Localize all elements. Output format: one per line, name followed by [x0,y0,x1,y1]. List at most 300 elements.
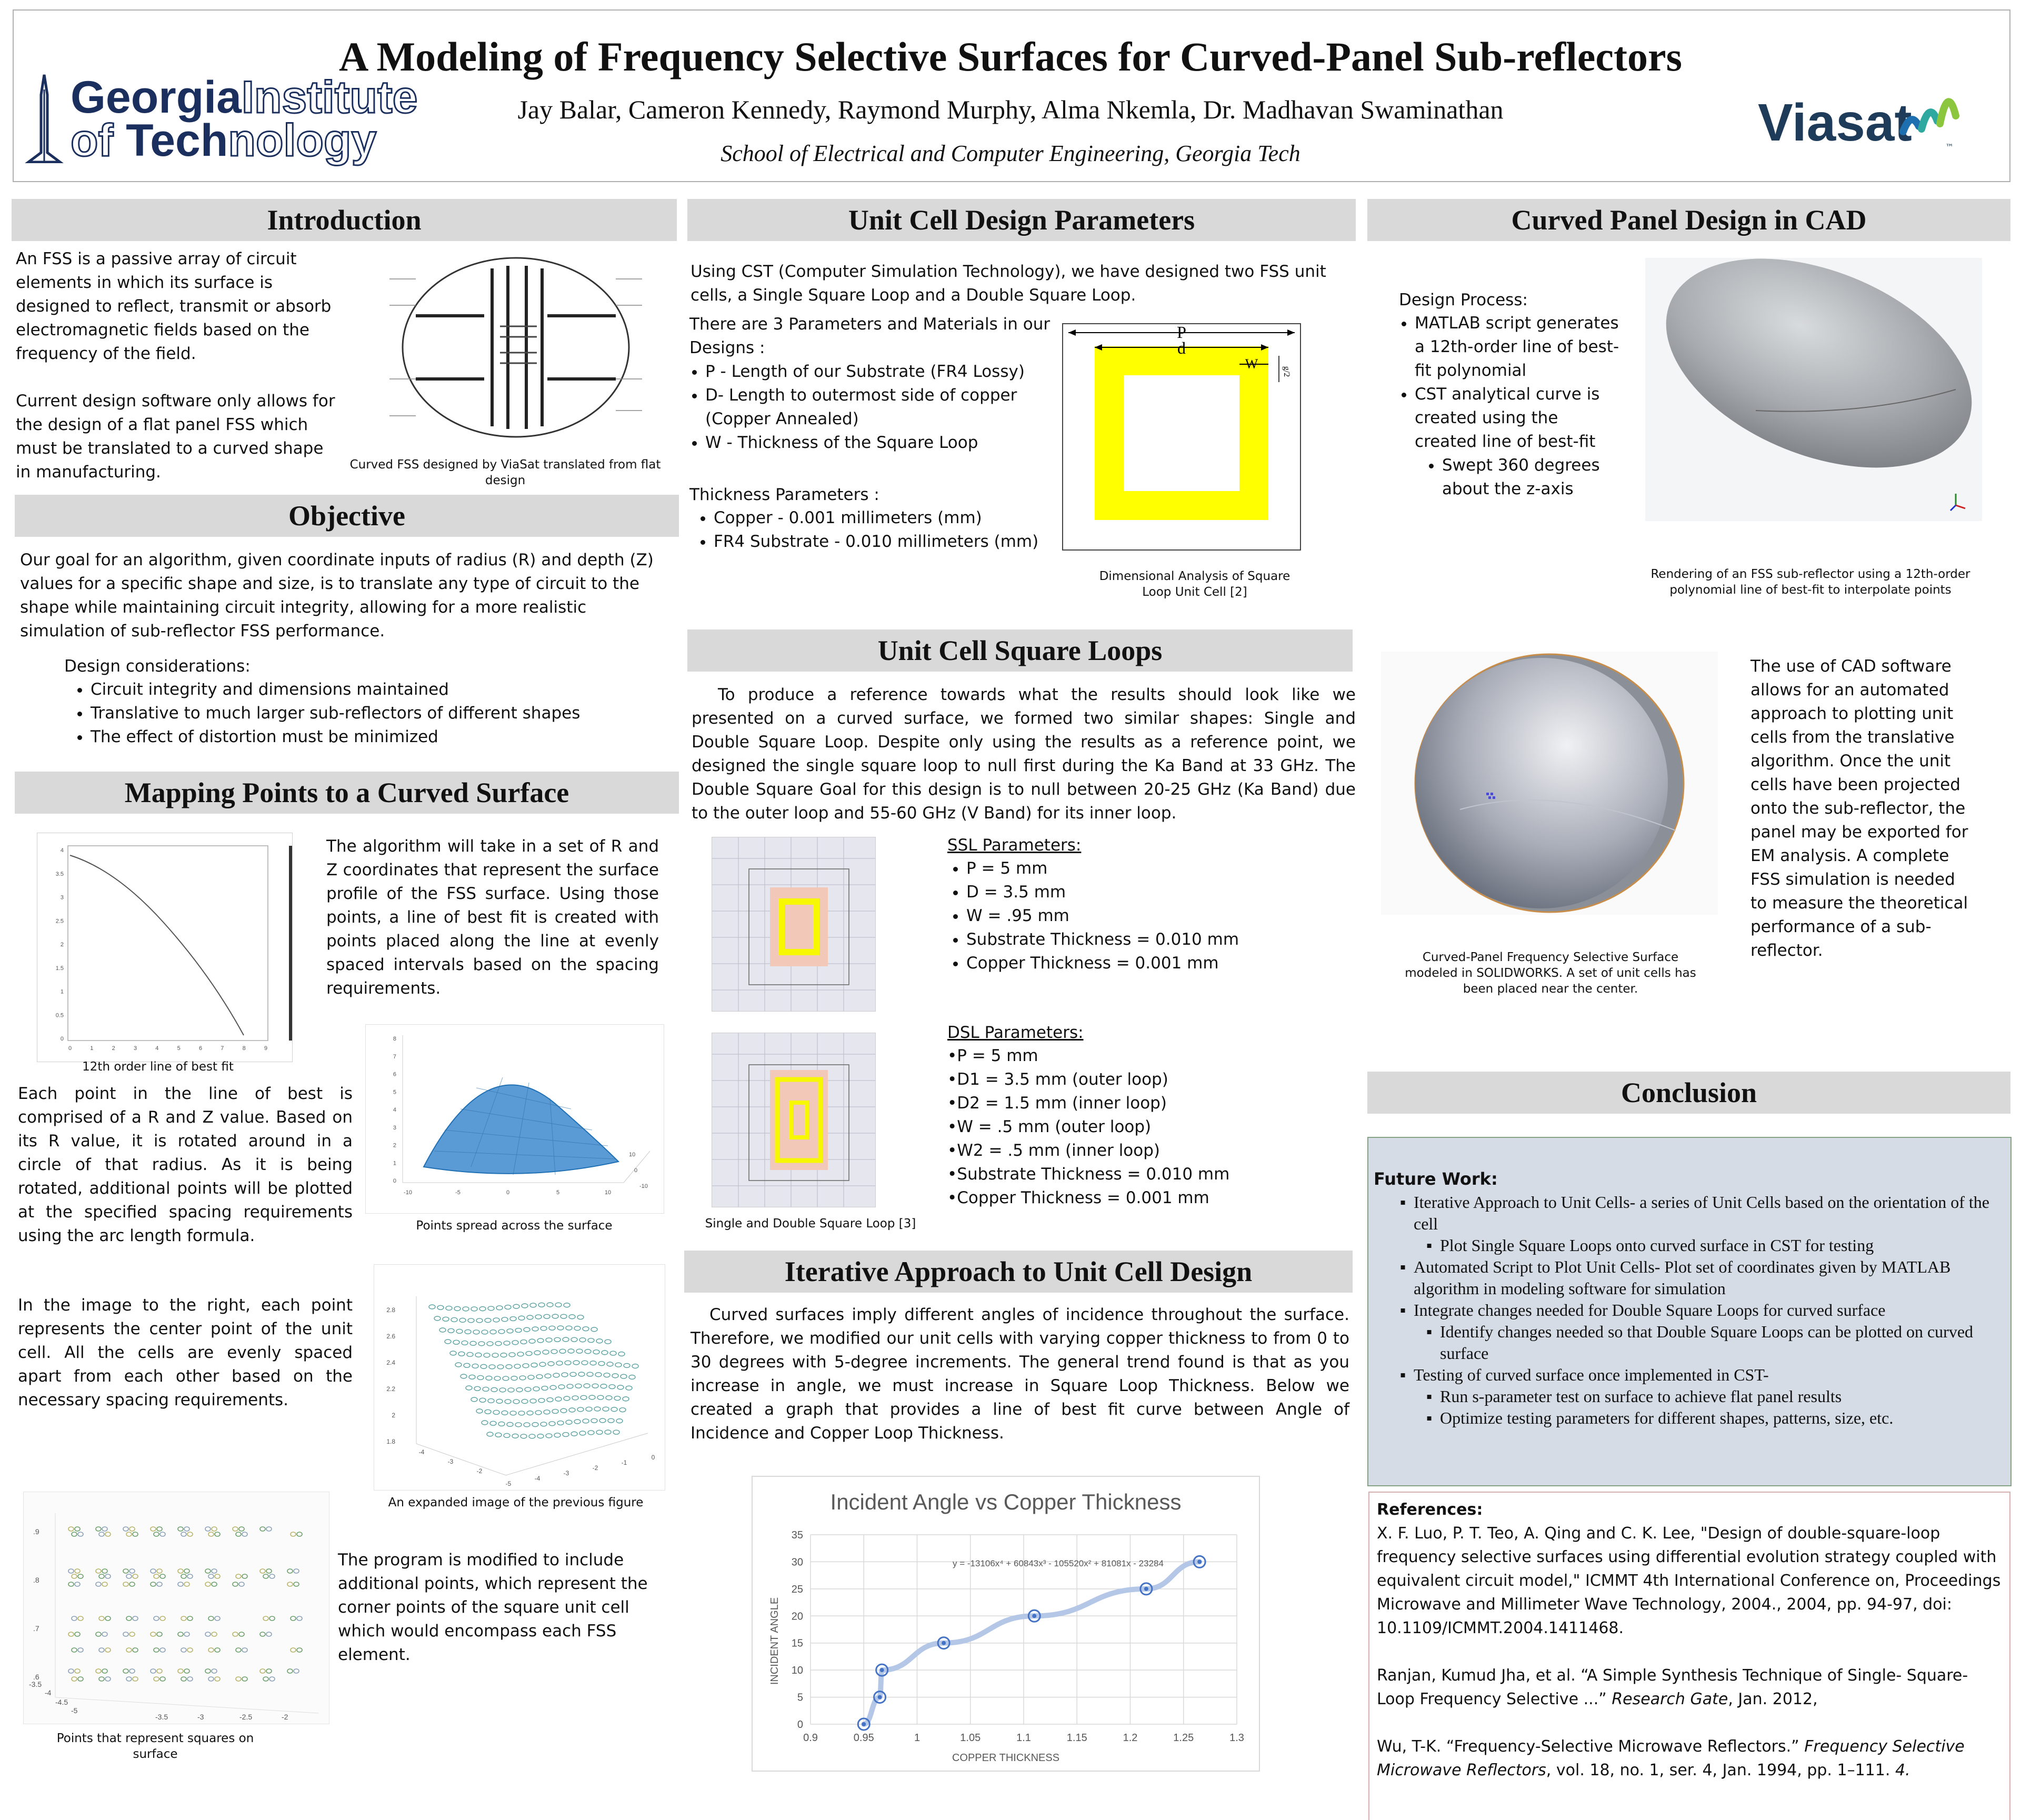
references-title: References: [1377,1501,1483,1519]
x-tick-label: 9 [264,1045,268,1052]
logo-text-georgia: Georgia [71,72,242,123]
corner-point [133,1532,138,1536]
cell-center-point [485,1318,491,1323]
y-tick-label: .9 [33,1527,39,1536]
x-tick-label: -3.5 [155,1713,168,1721]
cell-center-point [598,1362,605,1366]
corner-point [294,1582,299,1586]
future-work-item [1374,1256,2005,1299]
cell-center-point [535,1315,542,1319]
list-item: •P = 5 mm [947,1046,1038,1065]
cell-center-point [551,1349,557,1354]
reference-3-suffix: 4. [1895,1761,1910,1779]
logo-text-tech: Tech [126,115,228,166]
cell-center-point [557,1421,564,1425]
corner-point [72,1677,77,1681]
corner-point [212,1582,217,1586]
cell-center-point [605,1430,611,1434]
x-tick-label: 10 [604,1189,612,1196]
unit-cell-parameters-list [689,360,1058,455]
corner-point [151,1569,156,1573]
cell-center-point [563,1337,569,1342]
points-surface-plot [365,1024,664,1214]
corner-point [102,1527,107,1531]
y-tick-label: 2.5 [55,918,64,925]
cell-center-point [488,1398,494,1403]
cell-center-point [471,1307,477,1311]
cell-center-point [584,1384,590,1388]
corner-point [208,1677,214,1681]
cell-center-point [476,1409,483,1413]
cell-center-point [470,1341,476,1345]
cell-center-point [571,1432,577,1436]
cell-center-point [621,1374,627,1378]
chart-data-point-center [1144,1587,1148,1591]
corner-point [260,1569,265,1573]
cell-center-point [511,1376,517,1381]
cell-center-point [517,1352,524,1356]
cell-center-point [582,1361,588,1365]
corner-point [266,1669,272,1673]
solidworks-panel-render [1381,652,1718,915]
reference-3-details: , vol. 18, no. 1, ser. 4, Jan. 1994, pp. 1–111. [1546,1761,1890,1779]
square-points-caption: Points that represent squares on surface [56,1732,254,1761]
cell-center-point [596,1339,603,1343]
cell-center-point [443,1317,449,1321]
corner-point [297,1648,302,1652]
ssl-parameters-title: SSL Parameters: [947,836,1082,855]
y-tick-label: 2 [393,1142,396,1149]
corner-point [78,1648,83,1652]
list-item: •D2 = 1.5 mm (inner loop) [947,1094,1167,1113]
corner-point [239,1582,244,1586]
cell-center-point [459,1318,466,1322]
cell-center-point [524,1423,530,1427]
corner-point [102,1569,107,1573]
y-tick-label: 7 [393,1053,396,1060]
cell-center-point [562,1373,568,1377]
y-tick-label: 3.5 [55,871,64,877]
cell-center-point [561,1314,567,1318]
corner-point [126,1677,132,1681]
cell-center-point [632,1364,638,1368]
cell-center-point [510,1411,516,1415]
unit-cell-paragraph-2: There are 3 Parameters and Materials in our Designs : [689,315,1050,357]
corner-point [212,1669,217,1673]
corner-point [178,1569,183,1573]
corner-point [294,1569,299,1573]
cad-paragraph: The use of CAD software allows for an automated approach to plotting unit cells from the translative algorithm. Once the unit cells have been projected onto the sub-reflector, the panel may be exported for EM analysis. A complete FSS simulation is needed to measure the theoretical performance of a sub-reflector. [1750,657,1968,960]
y-tick-label: 8 [393,1036,396,1042]
cell-center-point [466,1386,472,1390]
dsl-model-image [712,1033,876,1207]
cell-center-point [515,1423,522,1427]
cell-center-point [542,1386,548,1391]
corner-point [68,1527,74,1531]
intro-figure-caption: Curved FSS designed by ViaSat translated from flat design [349,458,661,487]
corner-point [99,1648,104,1652]
cell-center-point [528,1375,534,1379]
corner-point [154,1616,159,1621]
cell-center-point [574,1419,581,1424]
corner-point [215,1574,220,1578]
list-item: • W - Thickness of the Square Loop [705,431,1058,455]
cell-center-point [601,1384,607,1388]
corner-point [242,1648,247,1652]
cell-center-point [550,1385,556,1389]
cell-center-point [453,1340,459,1344]
cell-center-point [486,1376,492,1380]
corner-point [184,1669,189,1673]
cell-center-point [488,1306,494,1311]
cell-center-point [450,1351,456,1355]
cell-center-point [618,1352,625,1356]
corner-point [151,1527,156,1531]
cell-center-point [565,1361,571,1365]
best-fit-plot [37,833,293,1062]
x-tick-label: -5 [505,1480,512,1487]
corner-point [263,1616,268,1621]
corner-point [68,1669,74,1673]
list-item: • FR4 Substrate - 0.010 millimeters (mm) [714,530,1068,554]
curved-fss-figure [379,247,653,447]
cell-center-point [579,1431,586,1435]
cell-center-point [552,1409,558,1414]
list-item: •Substrate Thickness = 0.010 mm [947,1165,1230,1184]
iterative-paragraph: Curved surfaces imply different angles of incidence throughout the surface. Therefore, we modified our unit cells with varying copper thickness to from 0 to 30 degrees with 5-degree increments. The general trend found is that as you increase in angle, we must increase in Square Loop Thickness. Below we created a graph that provides a line of best fit curve between Angle of Incidence and Copper Loop Thickness. [691,1305,1349,1443]
cell-center-point [557,1326,564,1330]
square-bullet-icon: ▪ [1400,1365,1406,1384]
corner-point [99,1574,104,1578]
cell-center-point [543,1350,549,1354]
cell-center-point [514,1364,521,1368]
cell-center-point [629,1375,635,1379]
x-tick-label: -1 [621,1459,627,1466]
cell-center-point [533,1387,539,1391]
cell-center-point [499,1388,506,1392]
corner-point [78,1532,83,1536]
corner-point [236,1532,241,1536]
cell-center-point [472,1364,478,1368]
corner-point [260,1669,265,1673]
corner-point [123,1632,128,1636]
cell-center-point [526,1352,532,1356]
logo-text-of: of [71,115,126,166]
chart-x-tick: 1.2 [1123,1732,1138,1744]
chart-x-tick: 0.9 [803,1732,818,1744]
mapping-paragraph-3: In the image to the right, each point represents the center point of the unit cell. All the cells are evenly spaced apart from each other based on the necessary spacing requirements. [18,1296,353,1409]
corner-point [266,1527,272,1531]
x-tick-label: -2 [476,1467,483,1475]
cell-center-point [482,1330,488,1334]
corner-point [151,1669,156,1673]
cell-center-point [498,1422,505,1426]
cell-center-point [497,1365,504,1369]
corner-point [154,1532,159,1536]
y-tick-label: 3 [393,1124,396,1131]
square-loop-caption: Dimensional Analysis of Square Loop Unit Cell [2] [1099,569,1290,599]
chart-x-tick: 1.15 [1066,1732,1087,1744]
cell-center-point [510,1317,516,1321]
corner-point [287,1669,293,1673]
cell-center-point [586,1407,592,1411]
x-tick-label: 2 [112,1045,115,1052]
corner-point [263,1677,268,1681]
cell-center-point [434,1316,441,1321]
chart-y-tick: 5 [797,1692,803,1704]
corner-point [99,1616,104,1621]
cell-center-point [504,1341,510,1345]
x-tick-label: -4 [45,1688,52,1697]
cell-center-point [471,1397,477,1402]
cell-center-point [541,1422,547,1426]
cell-center-point [487,1432,493,1436]
corner-point [260,1527,265,1531]
dsl-parameters-list [947,1044,1316,1210]
corner-point [129,1632,135,1636]
y-tick-label: 1 [393,1160,396,1167]
corner-point [105,1648,111,1652]
corner-point [96,1669,101,1673]
cell-center-point [577,1407,584,1412]
cell-center-point [505,1305,511,1309]
chart-x-tick: 1.3 [1229,1732,1244,1744]
cell-center-point [578,1372,585,1376]
cell-center-point [464,1363,470,1367]
cell-center-point [484,1353,490,1357]
cell-center-point [529,1339,535,1343]
cell-center-point [535,1411,542,1415]
cell-center-point [538,1398,545,1403]
x-tick-label: 0 [68,1045,72,1052]
corner-point [151,1632,156,1636]
corner-point [205,1569,211,1573]
reference-1: X. F. Luo, P. T. Teo, A. Qing and C. K. Lee, "Design of double-square-loop frequency selective surfaces using differential evolution strategy coupled with equivalent circuit model," ICMMT 4th International Conference on, Proceedings Microwave and Millimeter Wave Technology, 2004., 2004, pp. 94-97, doi: 10.1109/ICMMT.2004.1411468. [1377,1524,2001,1637]
cell-center-point [521,1340,527,1344]
corner-point [160,1574,165,1578]
future-work-item [1374,1192,2005,1235]
list-item: •Copper Thickness = 0.001 mm [947,1188,1209,1207]
list-item: • Copper Thickness = 0.001 mm [966,952,1316,975]
corner-point [178,1669,183,1673]
corner-point [269,1677,275,1681]
corner-point [184,1569,189,1573]
axis-triad-icon [1950,494,1965,511]
diagram-label-d: d [1177,338,1186,357]
cell-center-point [448,1328,454,1333]
x-tick-label: -3 [563,1469,569,1477]
thickness-list [689,506,1068,554]
y-tick-label: 4 [393,1107,396,1113]
cell-center-point [610,1351,616,1355]
list-item: • CST analytical curve is created using the created line of best-fit [1415,383,1620,454]
cell-center-point [575,1384,582,1388]
cell-center-point [530,1399,536,1403]
corner-point [236,1648,241,1652]
cell-center-point [495,1342,502,1346]
cell-center-point [492,1353,498,1357]
cell-center-point [570,1372,576,1376]
cell-center-point [552,1314,558,1318]
cell-center-point [485,1409,491,1414]
cell-center-point [474,1386,481,1391]
corner-point [184,1527,189,1531]
corner-point [266,1632,272,1636]
corner-point [72,1648,77,1652]
cell-center-point [439,1328,446,1332]
future-work-item [1374,1407,2005,1429]
cell-center-point [527,1411,533,1415]
cell-center-point [614,1396,621,1401]
square-bullet-icon: ▪ [1400,1257,1406,1276]
cell-center-point [537,1434,544,1438]
corner-point [291,1532,296,1536]
cell-center-point [505,1399,511,1404]
corner-point [297,1616,302,1621]
corner-point [178,1632,183,1636]
cell-center-point [519,1376,526,1380]
corner-point [133,1677,138,1681]
cell-center-point [597,1395,604,1399]
corner-point [239,1632,244,1636]
x-tick-label: 4 [155,1045,159,1052]
z-tick-label: -10 [639,1183,648,1189]
corner-point [160,1648,165,1652]
list-item: •W2 = .5 mm (inner loop) [947,1141,1160,1160]
corner-point [269,1616,275,1621]
cell-center-point [545,1374,551,1378]
future-work-item [1374,1321,2005,1364]
x-tick-label: 3 [133,1045,137,1052]
corner-point [96,1632,101,1636]
corner-point [291,1616,296,1621]
corner-point [178,1582,183,1586]
x-tick-label: 1 [90,1045,94,1052]
cell-center-point [547,1303,553,1307]
poster-title: A Modeling of Frequency Selective Surfaces for Curved-Panel Sub-reflectors [339,34,1682,79]
cell-center-point [583,1327,589,1331]
corner-point [187,1648,193,1652]
cell-center-point [513,1304,519,1308]
chart-data-point-center [1197,1559,1202,1564]
corner-point [208,1574,214,1578]
corner-point [154,1574,159,1578]
cell-center-point [532,1423,538,1427]
cell-center-point [626,1386,632,1390]
viasat-logo [1758,74,1979,158]
corner-point [126,1532,132,1536]
cell-center-point [556,1361,563,1365]
x-tick-label: -5 [455,1189,461,1196]
corner-point [187,1677,193,1681]
corner-point [105,1574,111,1578]
z-tick-label: 0 [634,1167,638,1174]
x-tick-label: -4 [534,1475,541,1482]
corner-point [105,1677,111,1681]
corner-point [123,1669,128,1673]
corner-point [75,1582,80,1586]
diagram-label-p: P [1177,324,1186,342]
cell-center-point [579,1338,586,1342]
corner-point [157,1669,162,1673]
corner-point [157,1569,162,1573]
design-considerations-list [64,678,643,749]
corner-point [157,1527,162,1531]
cell-center-point [504,1433,510,1437]
corner-point [181,1574,186,1578]
cell-center-point [583,1419,589,1423]
cell-center-point [527,1315,533,1319]
y-tick-label: 1.8 [386,1438,395,1445]
reference-2-journal: Research Gate [1612,1690,1728,1708]
cell-center-point [491,1387,497,1392]
y-tick-label: 2.4 [386,1359,395,1366]
cell-center-point [569,1408,575,1412]
chart-y-tick: 30 [791,1556,803,1568]
cell-center-point [607,1362,613,1366]
cell-center-point [456,1329,463,1333]
cell-center-point [566,1326,572,1330]
cell-center-point [478,1342,485,1346]
corner-point [105,1616,111,1621]
corner-point [126,1616,132,1621]
corner-point [291,1648,296,1652]
cell-center-point [563,1433,569,1437]
fss-subreflector-render [1645,258,1982,521]
corner-point [129,1527,135,1531]
cell-center-point [617,1385,624,1389]
x-tick-label: -3.5 [29,1680,42,1688]
corner-point [160,1677,165,1681]
cell-center-point [502,1317,508,1322]
cell-center-point [611,1407,617,1412]
expanded-points-plot [374,1264,665,1491]
list-item: • P = 5 mm [966,857,1316,881]
chart-y-tick: 20 [791,1611,803,1623]
x-tick-label: -4.5 [55,1698,68,1706]
reference-3 [1377,1735,2004,1782]
cell-center-point [567,1384,573,1388]
cell-center-point [494,1376,501,1381]
cell-center-point [490,1330,496,1334]
cell-center-point [522,1304,528,1308]
cell-center-point [609,1385,615,1389]
corner-point [187,1532,193,1536]
list-item: • Circuit integrity and dimensions maintained [91,678,643,702]
chart-equation: y = -13106x⁴ + 60843x³ - 105520x² + 81081x - 23284 [953,1558,1164,1568]
corner-point [126,1648,132,1652]
cell-center-point [532,1327,538,1331]
cell-center-point [604,1373,610,1377]
corner-point [181,1648,186,1652]
x-tick-label: 0 [651,1454,655,1461]
corner-point [72,1532,77,1536]
corner-point [297,1532,302,1536]
future-work-item-text: Testing of curved surface once implemented in CST- [1414,1365,1769,1384]
corner-point [215,1677,220,1681]
tower-icon [23,74,65,163]
corner-point [129,1582,135,1586]
chart-x-tick: 1.1 [1016,1732,1031,1744]
chart-data-point-center [862,1722,866,1726]
cell-center-point [493,1410,499,1414]
list-item: • Copper - 0.001 millimeters (mm) [714,506,1068,530]
future-work-item-text: Plot Single Square Loops onto curved surface in CST for testing [1440,1236,1874,1255]
corner-point [208,1616,214,1621]
corner-point [99,1677,104,1681]
corner-point [212,1527,217,1531]
cell-center-point [467,1352,473,1356]
